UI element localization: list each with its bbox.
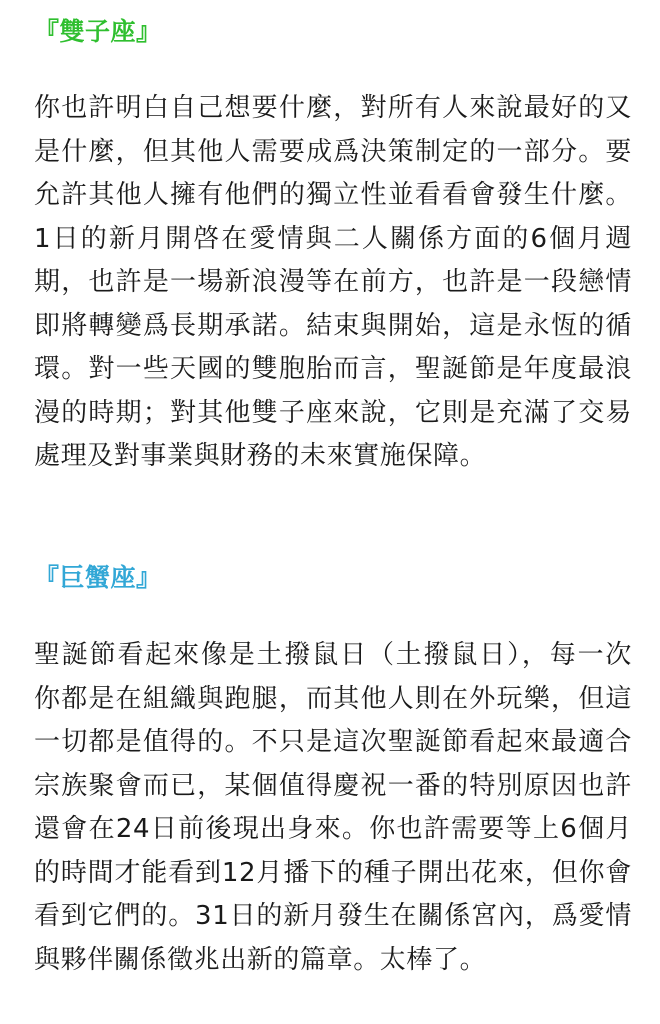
gemini-section-text: 你也許明白自己想要什麼，對所有人來說最好的又是什麼，但其他人需要成爲決策制定的一部分。要允許其他人擁有他們的獨立性並看看會發生什麼。1日的新月開啓在愛情與二人關係方面的6個月週期，也許是一場新浪漫等在前方，也許是一段戀情即將轉變爲長期承諾。結束與開始，這是永恆的循環。對一些天國的雙胞胎而言，聖誕節是年度最浪漫的時期；對其他雙子座來說，它則是充滿了交易處理及對事業與財務的未來實施保障。 [34, 93, 632, 471]
cancer-section-text: 聖誕節看起來像是土撥鼠日（土撥鼠日），每一次你都是在組織與跑腿，而其他人則在外玩樂，但這一切都是值得的。不只是這次聖誕節看起來最適合宗族聚會而已，某個值得慶祝一番的特別原因也許還會在24日前後現出身來。你也許需要等上6個月的時間才能看到12月播下的種子開出花來，但你會看到它們的。31日的新月發生在關係宮內，爲愛情與夥伴關係徵兆出新的篇章。太棒了。 [34, 640, 632, 975]
gemini-section-title: 『雙子座』 [34, 17, 162, 46]
cancer-section-title: 『巨蟹座』 [34, 563, 162, 592]
